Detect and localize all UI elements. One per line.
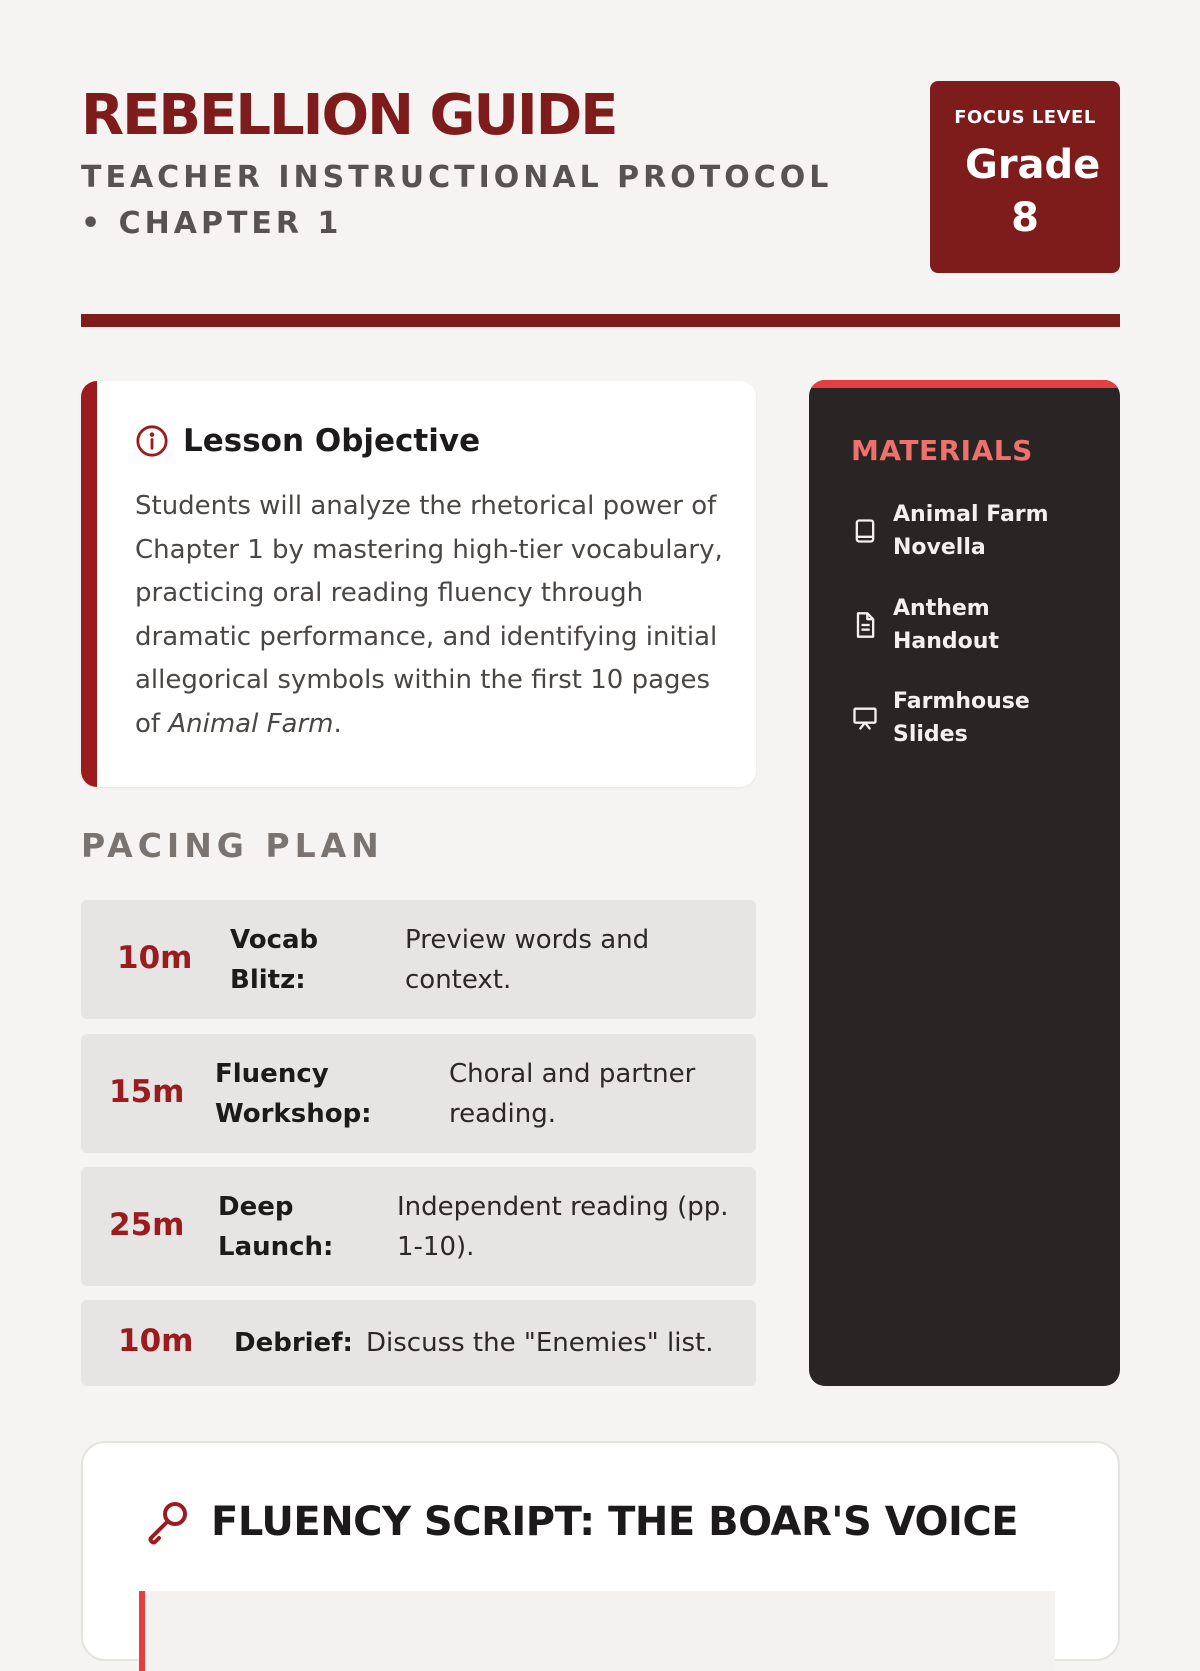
pacing-plan-heading: PACING PLAN [81, 826, 384, 865]
objective-text-title: Animal Farm [168, 708, 334, 739]
pacing-description: Independent reading (pp. 1-10). [397, 1192, 729, 1262]
pacing-time: 10m [118, 1323, 194, 1359]
pacing-description: Discuss the "Enemies" list. [366, 1328, 714, 1358]
header-divider [81, 314, 1120, 327]
pacing-row [81, 900, 756, 1019]
material-item [851, 685, 1083, 751]
material-label: Anthem Handout [893, 596, 999, 654]
pacing-label: Debrief: [234, 1328, 353, 1358]
info-icon [135, 424, 169, 458]
materials-panel [809, 380, 1120, 1386]
material-item [851, 498, 1083, 564]
pacing-time: 25m [109, 1207, 185, 1243]
lesson-objective-card [81, 381, 756, 787]
page-title: REBELLION GUIDE [81, 83, 617, 148]
material-label: Farmhouse Slides [893, 689, 1030, 747]
pacing-label: Fluency Workshop: [215, 1059, 372, 1129]
pacing-row [81, 1167, 756, 1286]
objective-text-end: . [333, 708, 342, 739]
book-icon [851, 517, 879, 545]
fluency-script-title: FLUENCY SCRIPT: THE BOAR'S VOICE [211, 1499, 1019, 1545]
page-subtitle: TEACHER INSTRUCTIONAL PROTOCOL • CHAPTER 1 [81, 160, 833, 241]
lesson-objective-text [135, 485, 735, 746]
microphone-icon [143, 1498, 191, 1546]
pacing-description: Choral and partner reading. [449, 1059, 696, 1129]
materials-title: MATERIALS [851, 434, 1033, 467]
materials-accent-bar [809, 380, 1120, 388]
fluency-script-card [81, 1441, 1120, 1661]
grade-value: Grade 8 [965, 142, 1101, 241]
pacing-label: Vocab Blitz: [230, 925, 319, 995]
objective-text-body: Students will analyze the rhetorical power of Chapter 1 by mastering high-tier vocabulary, practicing oral reading fluency through dramatic performance, and identifying initial allegorical symbols within the first 10 pages of [135, 491, 723, 739]
lesson-objective-title: Lesson Objective [183, 423, 481, 459]
grade-badge [930, 81, 1120, 273]
lesson-objective-header [135, 423, 480, 459]
pacing-label: Deep Launch: [218, 1192, 334, 1262]
fluency-script-quote [139, 1591, 1055, 1671]
pacing-row [81, 1034, 756, 1153]
pacing-row [81, 1300, 756, 1386]
header [81, 0, 1120, 330]
focus-level-label: FOCUS LEVEL [954, 107, 1096, 128]
pacing-time: 15m [109, 1074, 185, 1110]
pacing-description: Preview words and context. [405, 925, 650, 995]
document-icon [851, 611, 879, 639]
presentation-icon [851, 704, 879, 732]
pacing-time: 10m [117, 940, 193, 976]
material-item [851, 592, 1083, 658]
fluency-script-header [143, 1498, 1018, 1546]
material-label: Animal Farm Novella [893, 502, 1049, 560]
